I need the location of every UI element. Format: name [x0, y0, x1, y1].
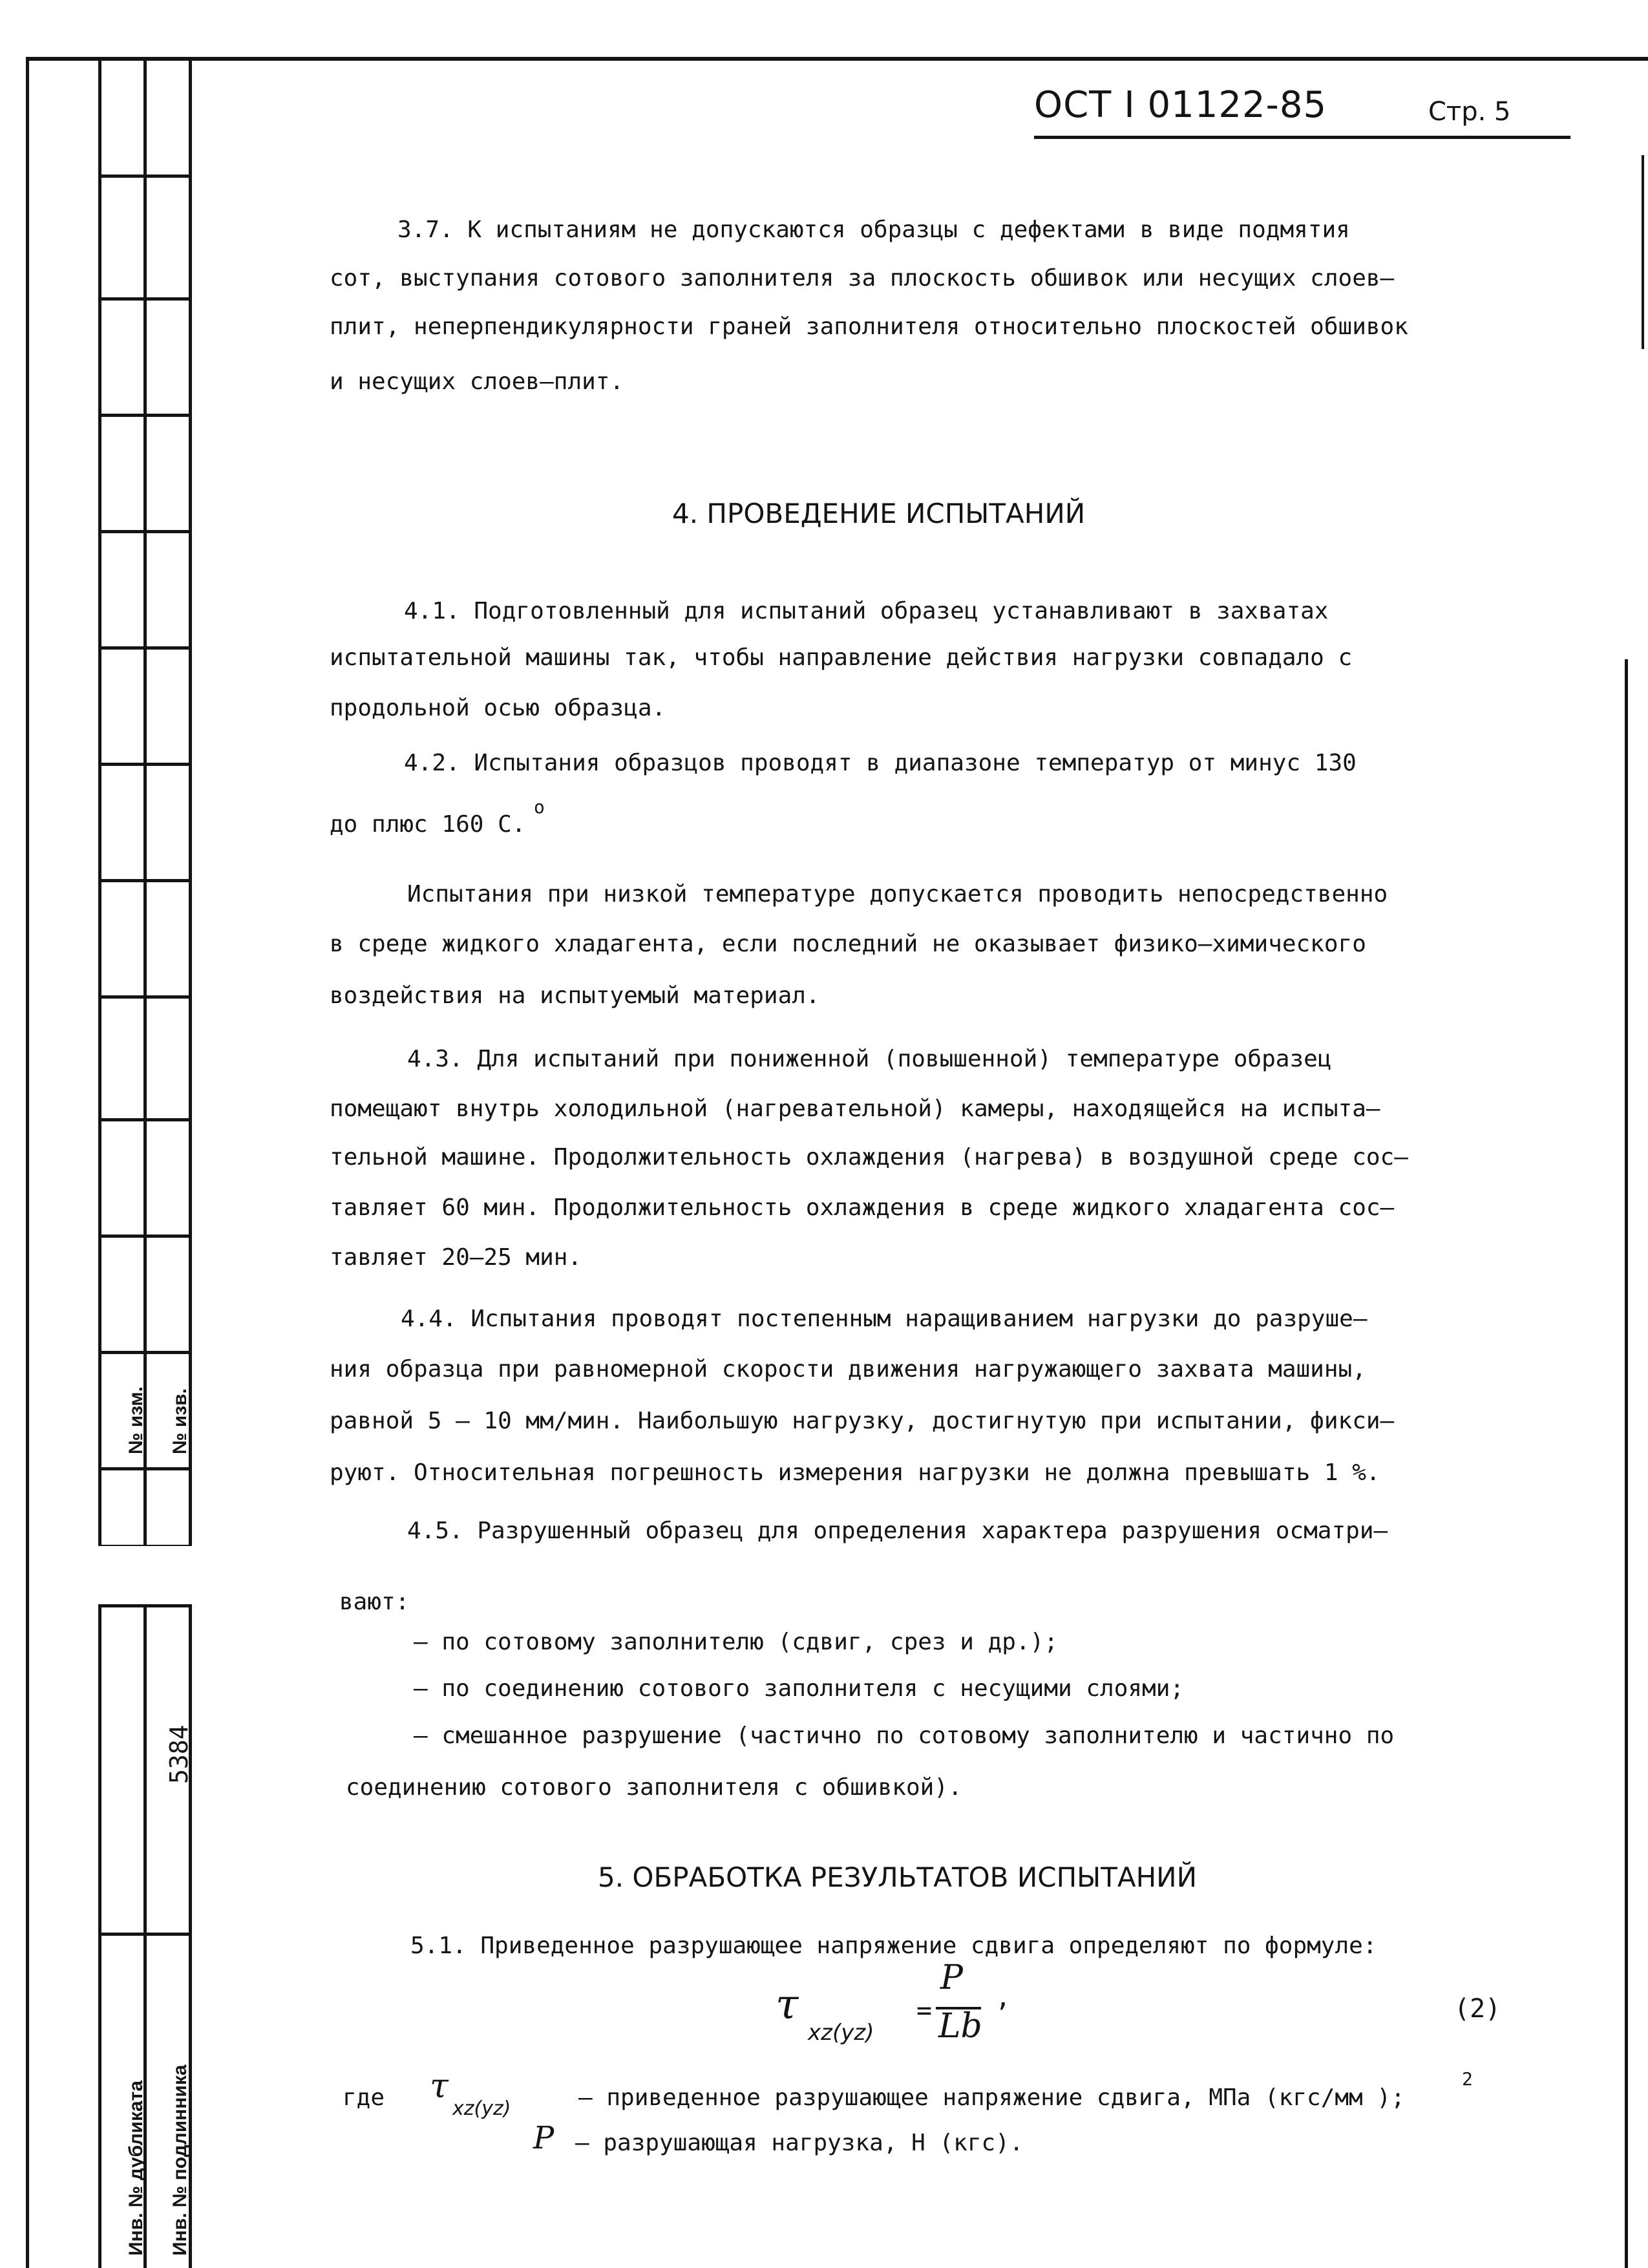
p37-line-4: и несущих слоев–плит. — [330, 368, 624, 395]
p44-line-4: руют. Относительная погрешность измерения нагрузки не должна превышать 1 %. — [330, 1459, 1380, 1486]
margin-inv-dublikata: Инв. № дубликата — [125, 2080, 147, 2256]
p41-line-3: продольной осью образца. — [330, 695, 666, 721]
p45-line-6: соединению сотового заполнителя с обшивкой). — [346, 1774, 962, 1801]
p42b-line-1: Испытания при низкой температуре допускается проводить непосредственно — [407, 881, 1388, 907]
margin-doc-number: 5384 — [165, 1724, 193, 1784]
p45-line-2: вают: — [339, 1589, 410, 1615]
page-number: Стр. 5 — [1428, 97, 1511, 127]
p43-line-4: тавляет 60 мин. Продолжительность охлаждения в среде жидкого хладагента сос– — [330, 1194, 1395, 1221]
margin-stamp-grid — [98, 58, 193, 2268]
where-tau-description: – приведенное разрушающее напряжение сдвига, МПа (кгс/мм ); — [578, 2084, 1405, 2111]
p41-line-2: испытательной машины так, чтобы направление действия нагрузки совпадало с — [330, 644, 1353, 671]
p42-line-2: до плюс 160 С. — [330, 811, 526, 838]
formula-equals: = — [916, 1996, 933, 2026]
section-5-title: 5. ОБРАБОТКА РЕЗУЛЬТАТОВ ИСПЫТАНИЙ — [598, 1861, 1198, 1893]
formula-number: (2) — [1454, 1994, 1501, 2024]
p45-item-1: – по сотовому заполнителю (сдвиг, срез и др.); — [414, 1629, 1058, 1655]
p43-line-3: тельной машине. Продолжительность охлаждения (нагрева) в воздушной среде сос– — [330, 1144, 1408, 1171]
section-4-title: 4. ПРОВЕДЕНИЕ ИСПЫТАНИЙ — [672, 498, 1086, 529]
page-frame-top — [26, 57, 1648, 61]
p45-line-1: 4.5. Разрушенный образец для определения характера разрушения осматри– — [407, 1518, 1388, 1544]
p44-line-3: равной 5 – 10 мм/мин. Наибольшую нагрузку, достигнутую при испытании, фикси– — [330, 1408, 1395, 1434]
p43-line-1: 4.3. Для испытаний при пониженной (повышенной) температуре образец — [407, 1046, 1332, 1072]
p42b-line-2: в среде жидкого хладагента, если последний не оказывает физико–химического — [330, 931, 1366, 957]
formula-subscript: xz(yz) — [808, 2020, 874, 2046]
p37-line-2: сот, выступания сотового заполнителя за плоскость обшивок или несущих слоев– — [330, 265, 1395, 291]
p45-item-3: – смешанное разрушение (частично по сотовому заполнителю и частично по — [414, 1722, 1395, 1749]
where-squared: 2 — [1462, 2068, 1473, 2090]
p37-line-1: 3.7. К испытаниям не допускаются образцы с дефектами в виде подмятия — [397, 217, 1350, 243]
page-frame-left — [26, 57, 29, 2268]
standard-designation: ОСТ I 01122-85 — [1034, 84, 1327, 126]
p42-line-1: 4.2. Испытания образцов проводят в диапазоне температур от минус 130 — [404, 750, 1357, 776]
p51-line-1: 5.1. Приведенное разрушающее напряжение сдвига определяют по формуле: — [410, 1933, 1377, 1959]
formula-numerator: P — [940, 1958, 963, 1997]
margin-inv-podlinnika: Инв. № подлинника — [169, 2064, 191, 2256]
p43-line-2: помещают внутрь холодильной (нагревательной) камеры, находящейся на испыта– — [330, 1096, 1380, 1122]
degree-mark: o — [534, 796, 545, 818]
p44-line-2: ния образца при равномерной скорости движения нагружающего захвата машины, — [330, 1356, 1366, 1383]
page-frame-right — [1625, 659, 1628, 2268]
p37-line-3: плит, неперпендикулярности граней заполнителя относительно плоскостей обшивок — [330, 313, 1408, 340]
where-subscript: xz(yz) — [452, 2097, 511, 2120]
p42b-line-3: воздействия на испытуемый материал. — [330, 982, 820, 1009]
where-p-symbol: P — [533, 2120, 555, 2156]
formula-denominator: Lb — [938, 2007, 982, 2046]
p45-item-2: – по соединению сотового заполнителя с несущими слоями; — [414, 1675, 1185, 1702]
where-label: где — [343, 2084, 385, 2111]
formula-comma: , — [995, 1983, 1011, 2013]
p44-line-1: 4.4. Испытания проводят постепенным наращиванием нагрузки до разруше– — [401, 1306, 1368, 1332]
p41-line-1: 4.1. Подготовленный для испытаний образец устанавливают в захватах — [404, 598, 1329, 624]
formula-tau: τ — [776, 1981, 799, 2029]
where-p-description: – разрушающая нагрузка, Н (кгс). — [575, 2130, 1024, 2156]
where-tau: τ — [430, 2067, 449, 2106]
page-frame-right-mark — [1642, 155, 1644, 349]
margin-izm-label: № изм. — [125, 1386, 147, 1454]
margin-izv-label: № изв. — [169, 1388, 191, 1454]
header-rule — [1034, 136, 1570, 139]
p43-line-5: тавляет 20–25 мин. — [330, 1244, 582, 1271]
